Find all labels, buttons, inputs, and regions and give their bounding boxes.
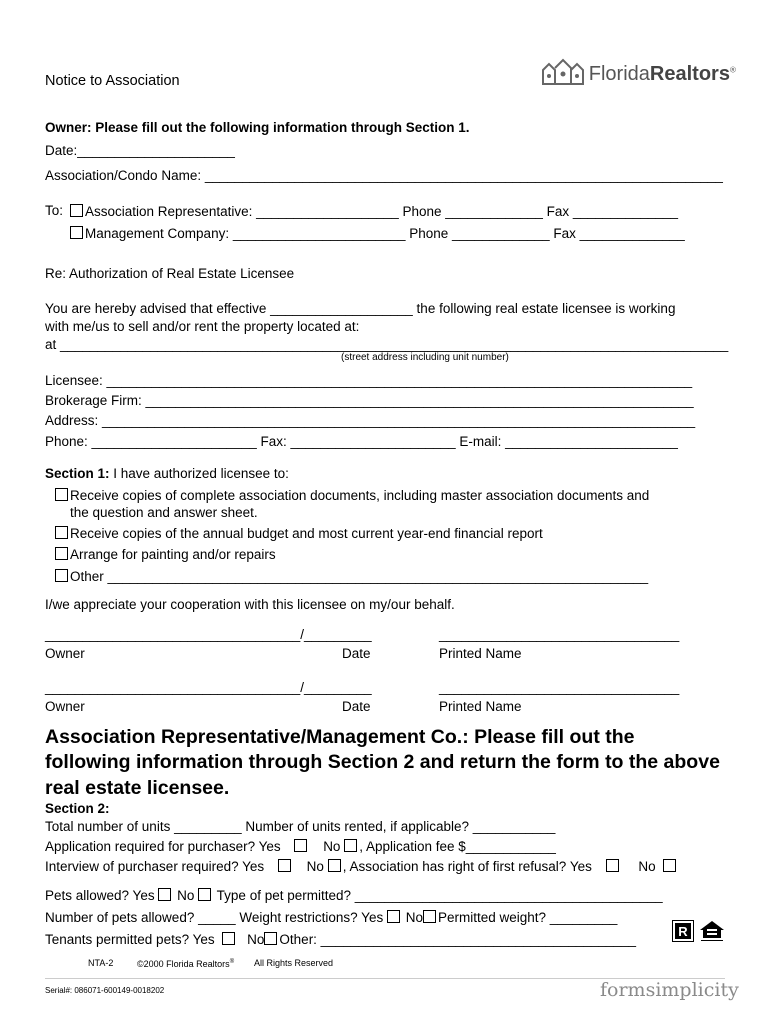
association-rep-checkbox[interactable]: [70, 204, 83, 217]
application-no-checkbox[interactable]: [344, 839, 357, 852]
pets-row: [45, 888, 663, 903]
interview-no-checkbox[interactable]: [328, 859, 341, 872]
advise-line-2: with me/us to sell and/or rent the property located at:: [45, 319, 360, 334]
documents-checkbox[interactable]: [55, 488, 68, 501]
first-refusal-no-label: No: [638, 859, 656, 874]
weight-yes-checkbox[interactable]: [387, 910, 400, 923]
copyright-reg-mark: ®: [229, 959, 235, 965]
tenant-pets-no-label: No: [247, 932, 265, 947]
licensee-field[interactable]: Licensee: ______________________________________________________________________________: [45, 373, 693, 388]
owner-signature-line-2[interactable]: __________________________________/_________: [45, 680, 372, 695]
copyright-text: ©2000 Florida Realtors: [137, 959, 230, 969]
owner-instruction: Owner: Please fill out the following information through Section 1.: [45, 120, 470, 135]
first-refusal-label: , Association has right of first refusal? Yes: [342, 859, 592, 874]
interview-no-label: No: [306, 859, 324, 874]
section1-heading: [45, 467, 289, 481]
copyright: [137, 959, 234, 969]
association-heading: Association Representative/Management Co.: Please fill out the following information through Section 2 and return the form to the above real estate licensee.: [45, 726, 720, 799]
section1-item-budget: [55, 526, 543, 541]
section2-label: Section 2:: [45, 801, 110, 816]
logo-text-florida: Florida: [588, 63, 650, 85]
painting-label: Arrange for painting and/or repairs: [70, 547, 276, 562]
section1-intro: I have authorized licensee to:: [109, 466, 289, 481]
date-label-2: Date: [342, 699, 371, 714]
tenant-pets-label: Tenants permitted pets? Yes: [45, 932, 215, 947]
management-company-checkbox[interactable]: [70, 226, 83, 239]
painting-checkbox[interactable]: [55, 547, 68, 560]
date-field[interactable]: Date:_____________________: [45, 143, 235, 158]
florida-realtors-logo: [541, 56, 736, 92]
number-of-pets-field[interactable]: Number of pets allowed? _____ Weight restrictions? Yes: [45, 910, 384, 925]
serial-number: Serial#: 086071-600149-0018202: [45, 986, 165, 995]
other-checkbox[interactable]: [55, 569, 68, 582]
interview-row: [45, 859, 678, 874]
printed-name-line-2[interactable]: ________________________________: [439, 680, 680, 695]
association-rep-row: [70, 204, 678, 219]
advise-line-1[interactable]: You are hereby advised that effective ___________________ the following real estate licensee is working: [45, 301, 676, 316]
re-line: Re: Authorization of Real Estate Licensee: [45, 266, 295, 281]
formsimplicity-brand: formsimplicity: [600, 979, 739, 1001]
pets-yes-checkbox[interactable]: [158, 888, 171, 901]
application-no-label: No: [323, 839, 341, 854]
other-field[interactable]: Other ________________________________________________________________________: [70, 569, 649, 584]
section1-label: Section 1:: [45, 466, 110, 481]
documents-label-cont: the question and answer sheet.: [70, 505, 258, 520]
association-rep-line[interactable]: Association Representative: ___________________ Phone _____________ Fax ______________: [85, 204, 679, 219]
date-label-1: Date: [342, 646, 371, 661]
weight-no-label: No: [405, 910, 423, 925]
budget-checkbox[interactable]: [55, 526, 68, 539]
management-company-line[interactable]: Management Company: _______________________ Phone _____________ Fax ______________: [85, 226, 685, 241]
address-field[interactable]: Address: _______________________________________________________________________________: [45, 413, 696, 428]
printed-name-label-1: Printed Name: [439, 646, 522, 661]
weight-no-checkbox[interactable]: [423, 910, 436, 923]
to-label: To:: [45, 203, 64, 218]
association-name-field[interactable]: Association/Condo Name: _____________________________________________________________________: [45, 168, 723, 183]
owner-label-2: Owner: [45, 699, 85, 714]
application-required-label: Application required for purchaser? Yes: [45, 839, 281, 854]
printed-name-label-2: Printed Name: [439, 699, 522, 714]
logo-text-realtors: Realtors: [649, 63, 730, 85]
tenant-pets-yes-checkbox[interactable]: [222, 932, 235, 945]
section1-item-documents: [55, 488, 649, 503]
section1-item-painting: [55, 547, 276, 562]
tenant-pets-other-field[interactable]: Other: __________________________________________: [279, 932, 637, 947]
tenant-pets-no-checkbox[interactable]: [264, 932, 277, 945]
owner-label-1: Owner: [45, 646, 85, 661]
application-fee-field[interactable]: , Application fee $____________: [359, 839, 556, 854]
form-title: Notice to Association: [45, 73, 180, 89]
pets-no-checkbox[interactable]: [198, 888, 211, 901]
section1-item-other: [55, 569, 648, 584]
first-refusal-no-checkbox[interactable]: [663, 859, 676, 872]
application-row: [45, 839, 556, 854]
permitted-weight-field[interactable]: Permitted weight? _________: [438, 910, 618, 925]
application-yes-checkbox[interactable]: [294, 839, 307, 852]
form-id: NTA-2: [88, 958, 114, 968]
management-company-row: [70, 226, 685, 241]
pet-count-row: [45, 910, 617, 925]
rights-reserved: All Rights Reserved: [254, 958, 334, 968]
interview-label: Interview of purchaser required? Yes: [45, 859, 265, 874]
interview-yes-checkbox[interactable]: [278, 859, 291, 872]
brokerage-firm-field[interactable]: Brokerage Firm: _________________________________________________________________________: [45, 393, 694, 408]
documents-label: Receive copies of complete association documents, including master association documents and: [70, 488, 650, 503]
realtor-icon: [672, 920, 694, 945]
svg-text:R: R: [678, 924, 688, 939]
owner-signature-line-1[interactable]: __________________________________/_________: [45, 627, 372, 642]
property-address-field[interactable]: at _________________________________________________________________________________________: [45, 337, 729, 352]
phone-fax-email-field[interactable]: Phone: ______________________ Fax: ______________________ E-mail: _______________________: [45, 434, 678, 449]
appreciate-line: I/we appreciate your cooperation with this licensee on my/our behalf.: [45, 597, 455, 612]
pets-no-label: No: [177, 888, 195, 903]
pet-type-field[interactable]: Type of pet permitted? _________________________________________: [216, 888, 663, 903]
budget-label: Receive copies of the annual budget and most current year-end financial report: [70, 526, 543, 541]
first-refusal-yes-checkbox[interactable]: [606, 859, 619, 872]
printed-name-line-1[interactable]: ________________________________: [439, 627, 680, 642]
equal-housing-icon: [699, 919, 725, 946]
units-line[interactable]: Total number of units _________ Number of units rented, if applicable? ___________: [45, 819, 556, 834]
pets-allowed-label: Pets allowed? Yes: [45, 888, 155, 903]
tenant-pets-row: [45, 932, 636, 947]
street-address-note: (street address including unit number): [341, 352, 509, 363]
logo-reg-mark: ®: [729, 65, 736, 75]
houses-icon: [541, 56, 585, 88]
